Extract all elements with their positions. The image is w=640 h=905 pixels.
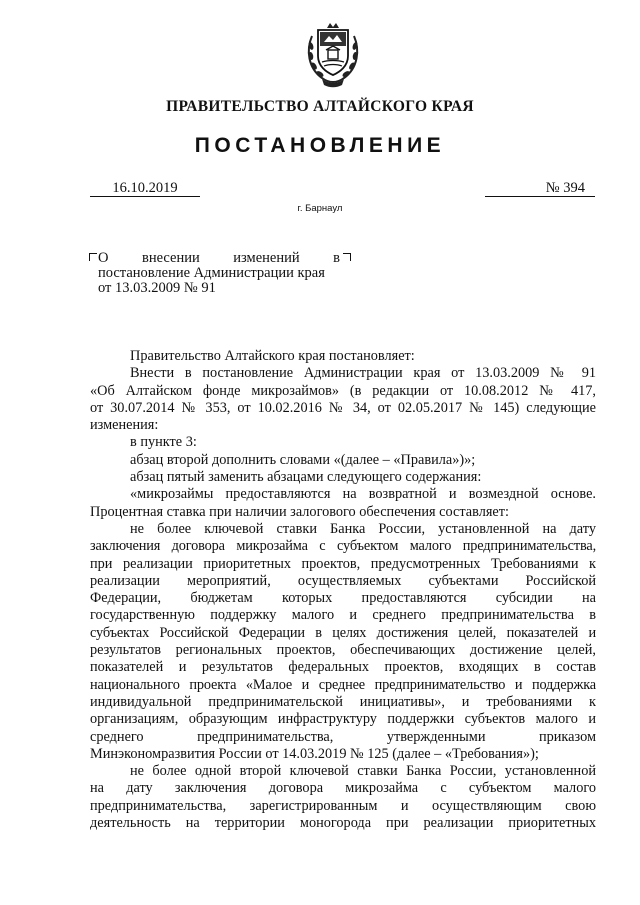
body-line: результатов региональных проектов, обеспечивающих достижение целей,: [90, 642, 596, 659]
body-line: заключения договора микрозайма с субъектом малого предпринимательства,: [90, 538, 596, 555]
document-subject: [98, 251, 340, 296]
subject-line-2: постановление Администрации края: [98, 265, 325, 281]
document-number: № 394: [485, 180, 595, 197]
body-line: абзац второй дополнить словами «(далее – «Правила»)»;: [130, 451, 476, 468]
body-line: не более одной второй ключевой ставки Банка России, установленной: [130, 763, 596, 780]
city-label: г. Барнаул: [297, 203, 343, 214]
body-line: «микрозаймы предоставляются на возвратной и возмездной основе.: [130, 486, 596, 503]
body-line: деятельность на территории моногорода при реализации приоритетных: [90, 815, 596, 832]
subject-bracket-left: [89, 253, 97, 261]
subject-line-3: от 13.03.2009 № 91: [98, 280, 216, 296]
body-line: в пункте 3:: [130, 434, 197, 451]
body-line: на дату заключения договора микрозайма с субъектом малого: [90, 780, 596, 797]
body-line: Федерации, бюджетам которых предоставляются субсидии на: [90, 590, 596, 607]
body-line: Правительство Алтайского края постановляет:: [130, 348, 415, 364]
document-date: 16.10.2019: [90, 180, 200, 197]
body-line: изменения:: [90, 417, 159, 434]
body-line: Внести в постановление Администрации края от 13.03.2009 № 91: [130, 365, 596, 382]
document-body: [90, 348, 596, 832]
body-line: государственную поддержку малого и среднего предпринимательства в: [90, 607, 596, 624]
body-line: не более ключевой ставки Банка России, установленной на дату: [130, 520, 596, 537]
body-line: при реализации приоритетных проектов, предусмотренных Требованиями к: [90, 555, 596, 572]
document-type: ПОСТАНОВЛЕНИЕ: [194, 134, 446, 157]
altai-krai-coat-of-arms-icon: [302, 16, 364, 88]
body-line: организациям, образующим инфраструктуру поддержки субъектов малого и: [90, 711, 596, 728]
body-line: Минэкономразвития России от 14.03.2019 № 125 (далее – «Требования»);: [90, 745, 539, 762]
body-line: среднего предпринимательства, утвержденными приказом: [90, 728, 596, 745]
subject-bracket-right: [343, 253, 351, 261]
body-line: реализации мероприятий, осуществляемых субъектами Российской: [90, 572, 596, 589]
body-line: «Об Алтайском фонде микрозаймов» (в редакции от 10.08.2012 № 417,: [90, 382, 596, 399]
body-line: индивидуальной предпринимательской инициативы», и требованиями к: [90, 693, 596, 710]
body-line: предпринимательства, зарегистрированным и осуществляющим свою: [90, 797, 596, 814]
body-line: от 30.07.2014 № 353, от 10.02.2016 № 34, от 02.05.2017 № 145) следующие: [90, 399, 596, 416]
body-line: абзац пятый заменить абзацами следующего содержания:: [130, 469, 482, 486]
body-line: национального проекта «Малое и среднее предпринимательство и поддержка: [90, 676, 596, 693]
body-line: показателей и результатов федеральных проектов, входящих в состав: [90, 659, 596, 676]
body-line: Процентная ставка при наличии залогового обеспечения составляет:: [90, 503, 509, 520]
government-title: ПРАВИТЕЛЬСТВО АЛТАЙСКОГО КРАЯ: [166, 98, 474, 115]
subject-line-1: О внесении изменений в: [98, 250, 340, 266]
body-line: субъектах Российской Федерации в целях достижения целей, показателей и: [90, 624, 596, 641]
